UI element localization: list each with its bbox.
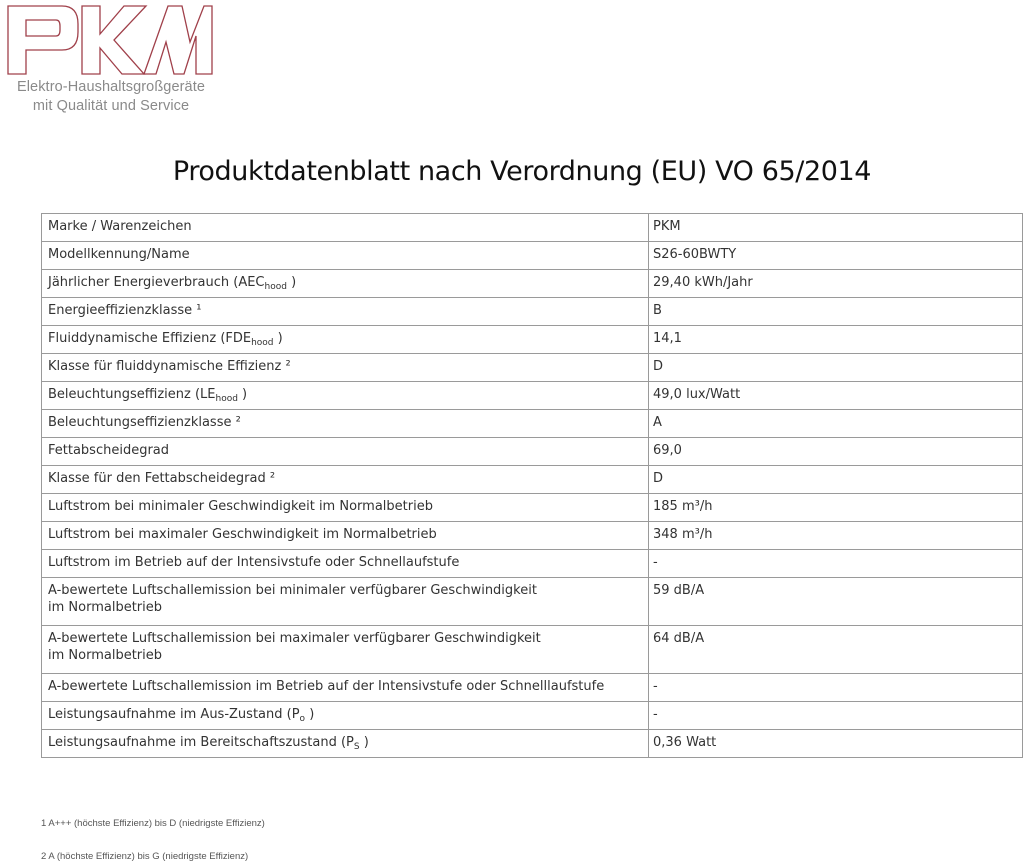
row-label-text: Luftstrom bei minimaler Geschwindigkeit im Normalbetrieb (48, 499, 433, 514)
row-label-text: Luftstrom bei maximaler Geschwindigkeit im Normalbetrieb (48, 527, 437, 542)
row-label (42, 550, 649, 578)
row-label-subscript: hood (251, 338, 274, 348)
row-value: B (649, 298, 1023, 326)
row-label-subscript: hood (264, 282, 287, 292)
row-label-text: A-bewertete Luftschallemission bei minimaler verfügbarer Geschwindigkeit (48, 583, 537, 598)
row-label-suffix: ) (237, 387, 248, 402)
table-row (42, 466, 1023, 494)
row-label (42, 270, 649, 298)
row-label (42, 438, 649, 466)
table-row (42, 626, 1023, 674)
row-value: A (649, 410, 1023, 438)
row-value: 69,0 (649, 438, 1023, 466)
table-row (42, 242, 1023, 270)
row-label (42, 674, 649, 702)
row-label-text: Klasse für fluiddynamische Effizienz ² (48, 359, 291, 374)
row-label-text: Modellkennung/Name (48, 247, 190, 262)
table-row (42, 550, 1023, 578)
table-row (42, 326, 1023, 354)
row-label (42, 522, 649, 550)
row-label-text: Beleuchtungseffizienzklasse ² (48, 415, 241, 430)
logo-tagline-line2: mit Qualität und Service (32, 98, 190, 114)
table-row (42, 270, 1023, 298)
table-row (42, 298, 1023, 326)
table-row (42, 382, 1023, 410)
row-value: 49,0 lux/Watt (649, 382, 1023, 410)
product-data-table (41, 213, 1023, 758)
footnote-1: 1 A+++ (höchste Effizienz) bis D (niedrigste Effizienz) (41, 818, 265, 829)
row-label-text: Jährlicher Energieverbrauch (AEC (48, 275, 265, 290)
table-row (42, 494, 1023, 522)
row-label (42, 354, 649, 382)
row-label-line2: im Normalbetrieb (48, 600, 162, 615)
row-value: 64 dB/A (649, 626, 1023, 674)
table-row (42, 354, 1023, 382)
row-label-text: Beleuchtungseffizienz (LE (48, 387, 216, 402)
row-value: D (649, 466, 1023, 494)
table-row (42, 410, 1023, 438)
row-value: 348 m³/h (649, 522, 1023, 550)
row-value: PKM (649, 214, 1023, 242)
row-label (42, 626, 649, 674)
row-value: S26-60BWTY (649, 242, 1023, 270)
row-label (42, 298, 649, 326)
table-row (42, 730, 1023, 758)
footnote-2: 2 A (höchste Effizienz) bis G (niedrigste Effizienz) (41, 851, 249, 862)
row-label (42, 702, 649, 730)
row-label-subscript: hood (215, 394, 238, 404)
row-label-text: Klasse für den Fettabscheidegrad ² (48, 471, 276, 486)
page-title: Produktdatenblatt nach Verordnung (EU) VO 65/2014 (172, 156, 872, 187)
row-label-text: Leistungsaufnahme im Aus-Zustand (P (48, 707, 300, 722)
row-label-suffix: ) (305, 707, 315, 722)
row-label-subscript: o (299, 714, 306, 724)
row-value: - (649, 674, 1023, 702)
row-label (42, 410, 649, 438)
logo-tagline-line1: Elektro-Haushaltsgroßgeräte (16, 79, 206, 95)
pkm-logo (4, 2, 214, 117)
row-value: D (649, 354, 1023, 382)
row-label (42, 242, 649, 270)
row-label-suffix: ) (359, 735, 369, 750)
row-label-text: A-bewertete Luftschallemission bei maximaler verfügbarer Geschwindigkeit (48, 631, 541, 646)
row-label-text: Fettabscheidegrad (48, 443, 170, 458)
row-value: 185 m³/h (649, 494, 1023, 522)
row-label (42, 382, 649, 410)
row-label-suffix: ) (273, 331, 283, 346)
table-row (42, 438, 1023, 466)
row-label (42, 326, 649, 354)
table-row (42, 702, 1023, 730)
row-label-line2: im Normalbetrieb (48, 648, 162, 663)
row-label (42, 494, 649, 522)
row-value: 59 dB/A (649, 578, 1023, 626)
row-label-text: Luftstrom im Betrieb auf der Intensivstufe oder Schnellaufstufe (48, 555, 460, 570)
row-value: 14,1 (649, 326, 1023, 354)
row-label-text: Fluiddynamische Effizienz (FDE (48, 331, 252, 346)
row-label (42, 466, 649, 494)
row-label-text: A-bewertete Luftschallemission im Betrieb auf der Intensivstufe oder Schnelllaufstufe (48, 679, 605, 694)
row-label (42, 214, 649, 242)
row-label-subscript: S (353, 742, 360, 752)
table-row (42, 674, 1023, 702)
row-label-text: Marke / Warenzeichen (48, 219, 192, 234)
row-label-text: Leistungsaufnahme im Bereitschaftszustand (P (48, 735, 354, 750)
table-row (42, 578, 1023, 626)
row-value: 0,36 Watt (649, 730, 1023, 758)
row-label (42, 730, 649, 758)
row-label-suffix: ) (286, 275, 297, 290)
pkm-logo-mark-icon (4, 2, 214, 80)
row-value: 29,40 kWh/Jahr (649, 270, 1023, 298)
table-row (42, 214, 1023, 242)
table-row (42, 522, 1023, 550)
row-label (42, 578, 649, 626)
row-value: - (649, 702, 1023, 730)
row-value: - (649, 550, 1023, 578)
row-label-text: Energieeffizienzklasse ¹ (48, 303, 202, 318)
